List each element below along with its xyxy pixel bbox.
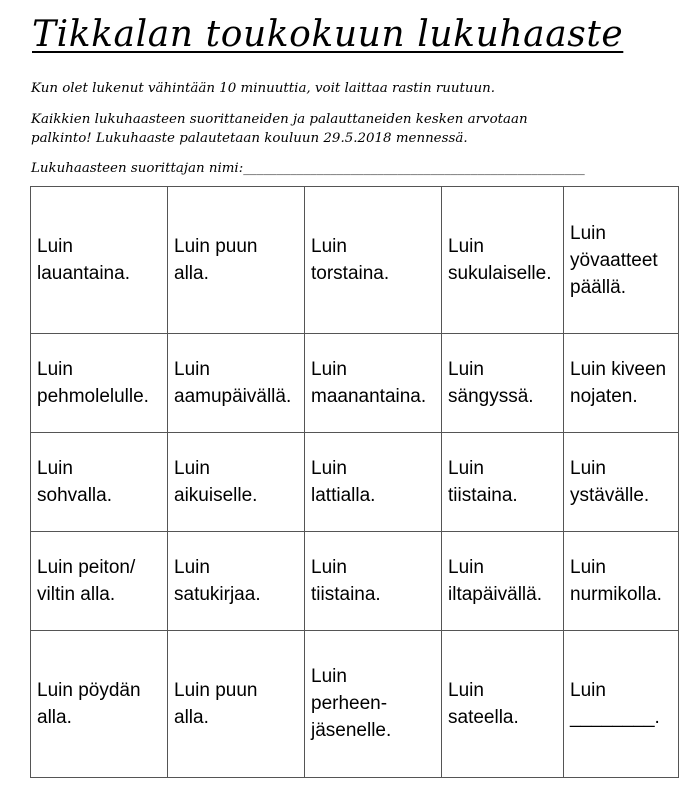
challenge-cell-text: Luin sängyssä. (448, 359, 534, 408)
intro-instructions: Kun olet lukenut vähintään 10 minuuttia, voit laittaa rastin ruutuun. (31, 81, 495, 96)
challenge-cell-text: Luin sateella. (448, 679, 519, 728)
challenge-cell-text: Luin satukirjaa. (174, 556, 261, 605)
grid-row (31, 334, 679, 433)
challenge-cell[interactable] (564, 334, 679, 433)
challenge-cell-text: Luin perheen- jäsenelle. (311, 666, 392, 742)
participant-name-line: Lukuhaasteen suorittajan nimi:___________________________________________________ (31, 161, 585, 176)
challenge-cell[interactable] (442, 531, 564, 630)
challenge-cell-text: Luin ystävälle. (570, 457, 650, 506)
challenge-cell[interactable] (168, 630, 305, 777)
page-title: Tikkalan toukokuun lukuhaaste (32, 14, 624, 55)
challenge-cell-text: Luin lattialla. (311, 457, 376, 506)
challenge-cell[interactable] (305, 433, 442, 532)
challenge-cell[interactable] (305, 531, 442, 630)
challenge-cell-text: Luin nurmikolla. (570, 556, 662, 605)
challenge-cell-text: Luin puun alla. (174, 679, 258, 728)
challenge-cell[interactable] (305, 187, 442, 334)
challenge-cell[interactable] (442, 334, 564, 433)
challenge-cell-text: Luin sukulaiselle. (448, 236, 552, 285)
challenge-cell[interactable] (564, 531, 679, 630)
grid-row (31, 433, 679, 532)
challenge-cell-text: Luin pöydän alla. (37, 679, 141, 728)
challenge-cell[interactable] (442, 630, 564, 777)
challenge-cell-text: Luin yövaatteet päällä. (570, 222, 658, 298)
challenge-cell[interactable] (305, 630, 442, 777)
intro-prize-info: Kaikkien lukuhaasteen suorittaneiden ja palauttaneiden kesken arvotaan palkinto! Lukuhaaste palautetaan kouluun 29.5.2018 mennessä. (31, 112, 528, 146)
challenge-cell[interactable] (31, 433, 168, 532)
grid-row (31, 187, 679, 334)
challenge-cell-text: Luin tiistaina. (311, 556, 381, 605)
challenge-cell-text: Luin sohvalla. (37, 457, 112, 506)
challenge-cell[interactable] (31, 630, 168, 777)
challenge-cell[interactable] (305, 334, 442, 433)
challenge-cell[interactable] (168, 334, 305, 433)
grid-row (31, 531, 679, 630)
challenge-cell[interactable] (442, 187, 564, 334)
challenge-cell-text: Luin maanantaina. (311, 359, 427, 408)
challenge-cell-text: Luin lauantaina. (37, 236, 130, 285)
challenge-grid (30, 186, 679, 778)
challenge-cell-text: Luin peiton/ viltin alla. (37, 556, 136, 605)
challenge-cell-text: Luin ________. (570, 679, 660, 728)
challenge-cell[interactable] (564, 433, 679, 532)
challenge-cell-text: Luin aikuiselle. (174, 457, 258, 506)
challenge-cell[interactable] (31, 531, 168, 630)
challenge-cell[interactable] (564, 630, 679, 777)
challenge-cell[interactable] (31, 334, 168, 433)
challenge-cell-text: Luin aamupäivällä. (174, 359, 292, 408)
challenge-cell[interactable] (442, 433, 564, 532)
grid-row (31, 630, 679, 777)
challenge-cell-text: Luin puun alla. (174, 236, 258, 285)
challenge-cell[interactable] (31, 187, 168, 334)
challenge-cell-text: Luin iltapäivällä. (448, 556, 542, 605)
challenge-cell-text: Luin tiistaina. (448, 457, 518, 506)
challenge-cell[interactable] (168, 433, 305, 532)
challenge-cell-text: Luin kiveen nojaten. (570, 359, 667, 408)
challenge-cell-text: Luin torstaina. (311, 236, 390, 285)
challenge-cell[interactable] (168, 187, 305, 334)
challenge-cell-text: Luin pehmolelulle. (37, 359, 149, 408)
challenge-cell[interactable] (168, 531, 305, 630)
challenge-cell[interactable] (564, 187, 679, 334)
